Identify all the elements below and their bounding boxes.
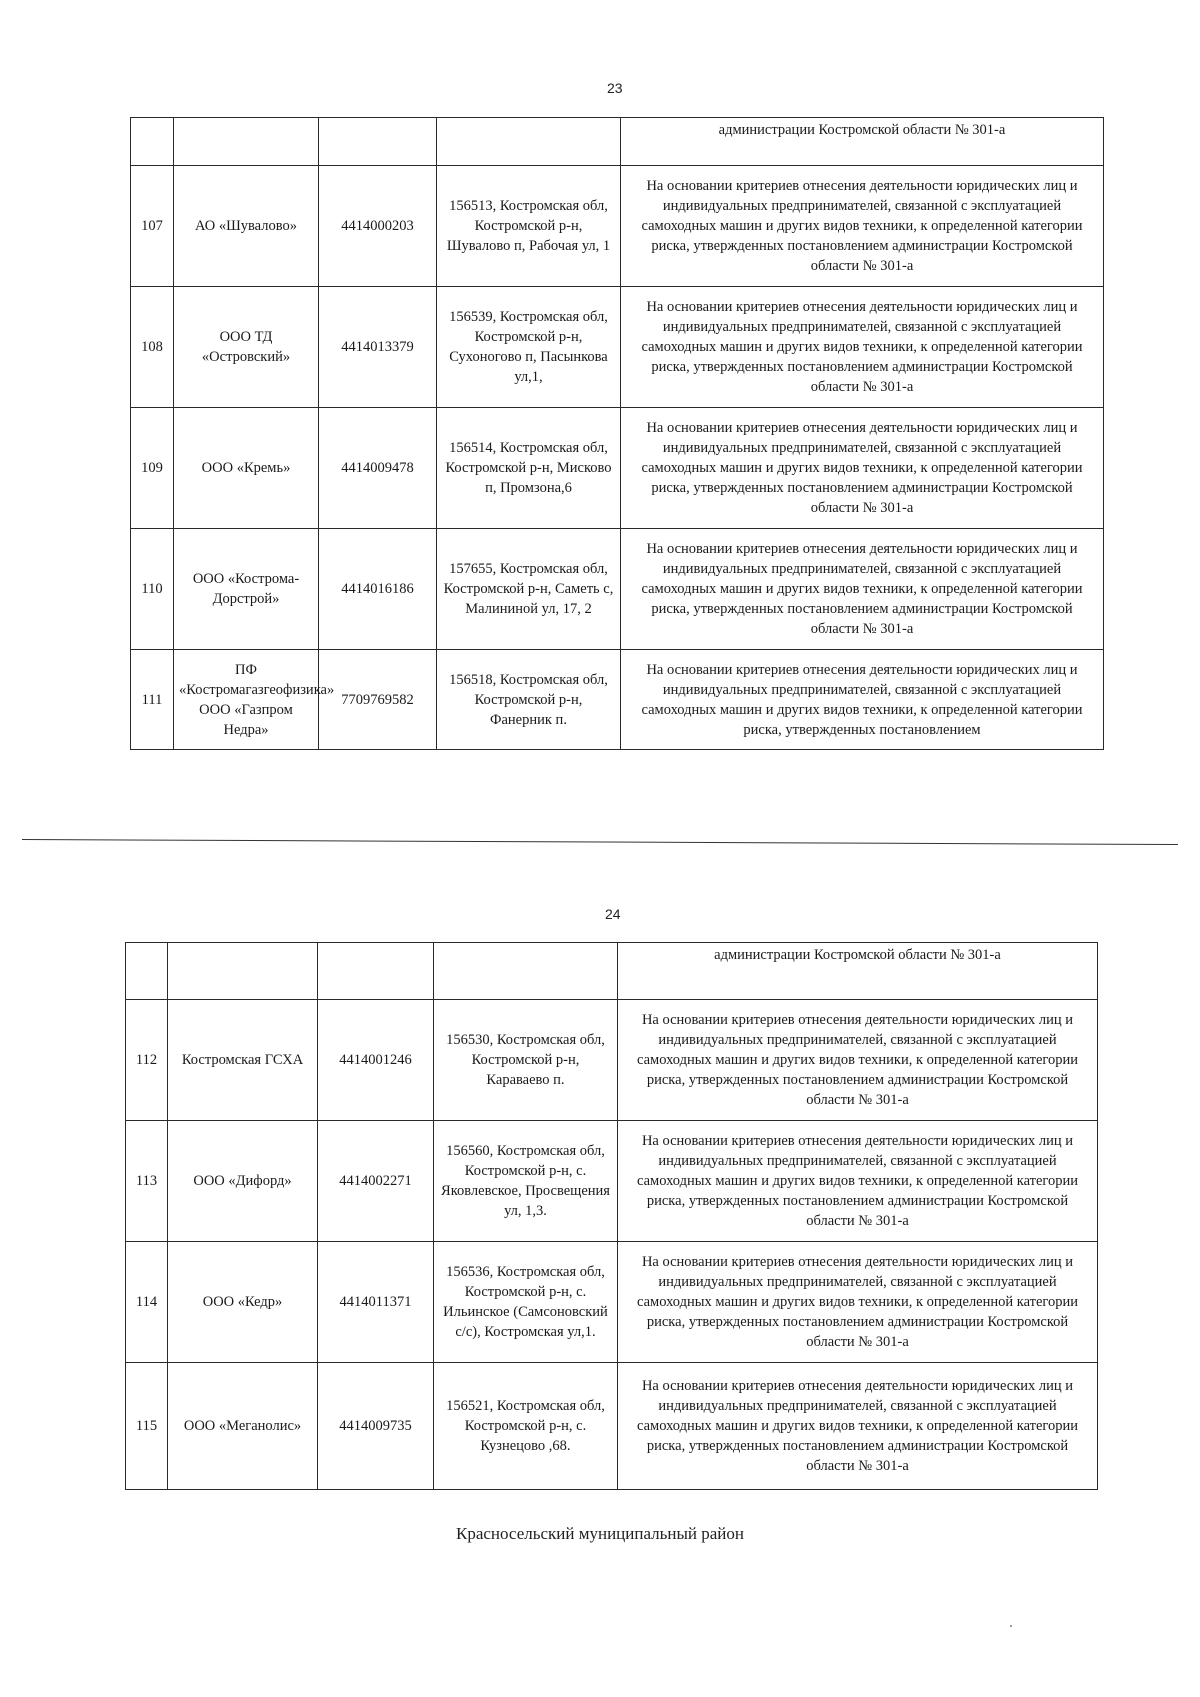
table-row xyxy=(131,408,1104,529)
cell-name xyxy=(168,943,318,1000)
cell-address xyxy=(434,943,618,1000)
cell-basis: На основании критериев отнесения деятельности юридических лиц и индивидуальных предпринимателей, связанной с эксплуатацией самоходных машин и других видов техники, к определенной категории риска, утвержденных постановлением администрации Костромской области № 301-а xyxy=(621,287,1104,408)
cell-address xyxy=(437,118,621,166)
cell-num xyxy=(126,943,168,1000)
cell-address: 156536, Костромская обл, Костромской р-н, с. Ильинское (Самсоновский с/с), Костромская ул,1. xyxy=(434,1242,618,1363)
registry-table-page-23 xyxy=(130,117,1104,750)
cell-basis: администрации Костромской области № 301-а xyxy=(621,118,1104,166)
table-row xyxy=(126,1000,1098,1121)
table-row xyxy=(126,1363,1098,1490)
cell-name: ООО «Кострома-Дорстрой» xyxy=(174,529,319,650)
table-row xyxy=(131,650,1104,750)
cell-num: 107 xyxy=(131,166,174,287)
page-number: 24 xyxy=(605,906,621,922)
table-row xyxy=(126,1242,1098,1363)
district-heading: Красносельский муниципальный район xyxy=(455,1524,745,1543)
cell-basis: На основании критериев отнесения деятельности юридических лиц и индивидуальных предпринимателей, связанной с эксплуатацией самоходных машин и других видов техники, к определенной категории риска, утвержденных постановлением администрации Костромской области № 301-а xyxy=(621,408,1104,529)
cell-address: 156560, Костромская обл, Костромской р-н, с. Яковлевское, Просвещения ул, 1,3. xyxy=(434,1121,618,1242)
table-row-continuation xyxy=(126,943,1098,1000)
cell-num: 110 xyxy=(131,529,174,650)
page-separator-line xyxy=(22,839,1178,845)
cell-inn: 7709769582 xyxy=(319,650,437,750)
cell-name: ООО «Кремь» xyxy=(174,408,319,529)
cell-address: 156530, Костромская обл, Костромской р-н, Караваево п. xyxy=(434,1000,618,1121)
cell-name: ООО «Кедр» xyxy=(168,1242,318,1363)
cell-num: 111 xyxy=(131,650,174,750)
table-row xyxy=(131,166,1104,287)
cell-inn: 4414013379 xyxy=(319,287,437,408)
cell-inn: 4414011371 xyxy=(318,1242,434,1363)
table-row xyxy=(131,287,1104,408)
cell-basis: На основании критериев отнесения деятельности юридических лиц и индивидуальных предпринимателей, связанной с эксплуатацией самоходных машин и других видов техники, к определенной категории риска, утвержденных постановлением администрации Костромской области № 301-а xyxy=(618,1242,1098,1363)
table-row xyxy=(126,1121,1098,1242)
cell-inn: 4414009478 xyxy=(319,408,437,529)
cell-address: 156513, Костромская обл, Костромской р-н, Шувалово п, Рабочая ул, 1 xyxy=(437,166,621,287)
page-number: 23 xyxy=(607,80,623,96)
cell-basis: администрации Костромской области № 301-а xyxy=(618,943,1098,1000)
cell-name: ООО ТД «Островский» xyxy=(174,287,319,408)
cell-name: Костромская ГСХА xyxy=(168,1000,318,1121)
cell-address: 157655, Костромская обл, Костромской р-н, Саметь с, Малининой ул, 17, 2 xyxy=(437,529,621,650)
cell-basis: На основании критериев отнесения деятельности юридических лиц и индивидуальных предпринимателей, связанной с эксплуатацией самоходных машин и других видов техники, к определенной категории риска, утвержденных постановлением администрации Костромской области № 301-а xyxy=(621,166,1104,287)
cell-name: ООО «Меганолис» xyxy=(168,1363,318,1490)
table-row xyxy=(131,529,1104,650)
cell-num: 115 xyxy=(126,1363,168,1490)
cell-name: ПФ «Костромагазгеофизика» ООО «Газпром Недра» xyxy=(174,650,319,750)
cell-name: АО «Шувалово» xyxy=(174,166,319,287)
cell-num xyxy=(131,118,174,166)
cell-basis: На основании критериев отнесения деятельности юридических лиц и индивидуальных предпринимателей, связанной с эксплуатацией самоходных машин и других видов техники, к определенной категории риска, утвержденных постановлением администрации Костромской области № 301-а xyxy=(621,529,1104,650)
scan-speck xyxy=(1010,1625,1012,1627)
cell-inn: 4414009735 xyxy=(318,1363,434,1490)
cell-inn: 4414002271 xyxy=(318,1121,434,1242)
cell-inn: 4414000203 xyxy=(319,166,437,287)
cell-inn xyxy=(318,943,434,1000)
cell-name xyxy=(174,118,319,166)
cell-inn xyxy=(319,118,437,166)
cell-num: 108 xyxy=(131,287,174,408)
table-row-continuation xyxy=(131,118,1104,166)
cell-num: 113 xyxy=(126,1121,168,1242)
cell-basis: На основании критериев отнесения деятельности юридических лиц и индивидуальных предпринимателей, связанной с эксплуатацией самоходных машин и других видов техники, к определенной категории риска, утвержденных постановлением администрации Костромской области № 301-а xyxy=(618,1363,1098,1490)
cell-num: 112 xyxy=(126,1000,168,1121)
cell-basis: На основании критериев отнесения деятельности юридических лиц и индивидуальных предпринимателей, связанной с эксплуатацией самоходных машин и других видов техники, к определенной категории риска, утвержденных постановлением администрации Костромской области № 301-а xyxy=(618,1000,1098,1121)
cell-name: ООО «Дифорд» xyxy=(168,1121,318,1242)
cell-inn: 4414016186 xyxy=(319,529,437,650)
cell-inn: 4414001246 xyxy=(318,1000,434,1121)
cell-num: 114 xyxy=(126,1242,168,1363)
cell-num: 109 xyxy=(131,408,174,529)
cell-address: 156539, Костромская обл, Костромской р-н, Сухоногово п, Пасынкова ул,1, xyxy=(437,287,621,408)
cell-basis: На основании критериев отнесения деятельности юридических лиц и индивидуальных предпринимателей, связанной с эксплуатацией самоходных машин и других видов техники, к определенной категории риска, утвержденных постановлением xyxy=(621,650,1104,750)
cell-address: 156521, Костромская обл, Костромской р-н, с. Кузнецово ,68. xyxy=(434,1363,618,1490)
cell-address: 156518, Костромская обл, Костромской р-н, Фанерник п. xyxy=(437,650,621,750)
cell-address: 156514, Костромская обл, Костромской р-н, Мисково п, Промзона,6 xyxy=(437,408,621,529)
registry-table-page-24 xyxy=(125,942,1098,1490)
cell-basis: На основании критериев отнесения деятельности юридических лиц и индивидуальных предпринимателей, связанной с эксплуатацией самоходных машин и других видов техники, к определенной категории риска, утвержденных постановлением администрации Костромской области № 301-а xyxy=(618,1121,1098,1242)
